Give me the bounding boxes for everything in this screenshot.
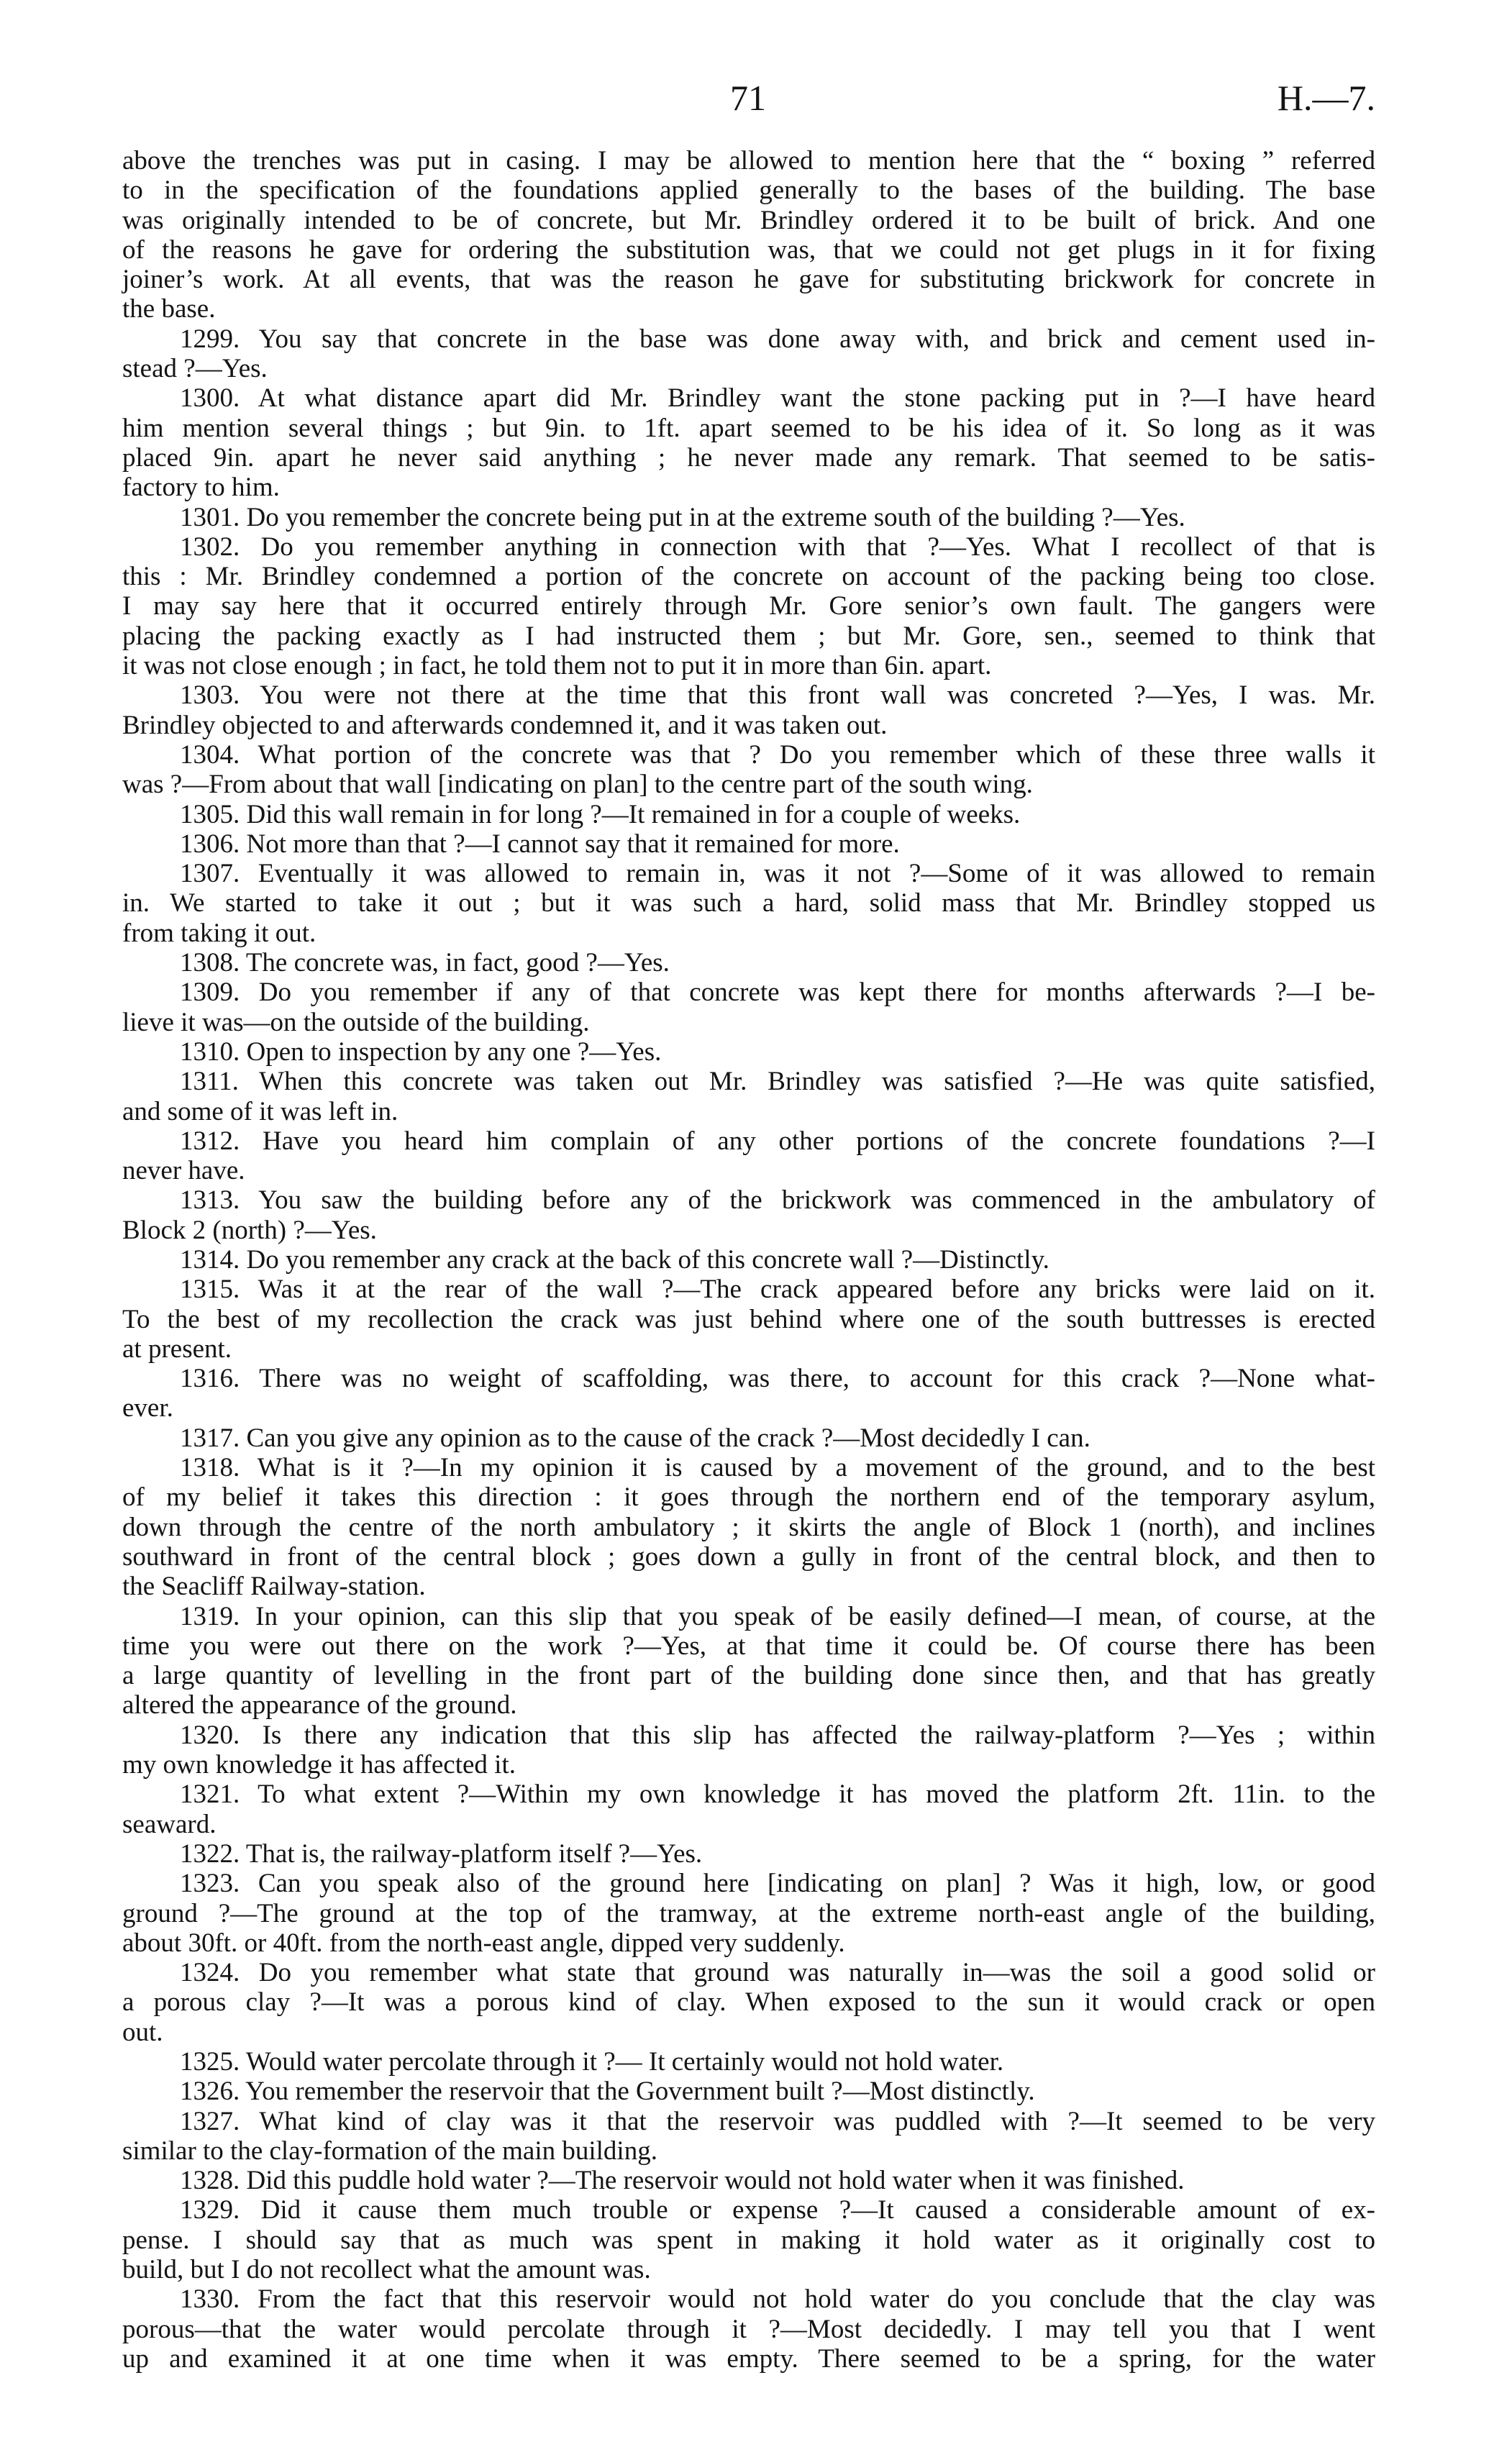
paragraph bbox=[122, 532, 1375, 680]
text-line: 1315. Was it at the rear of the wall ?—The crack appeared before any bricks were laid on it. bbox=[180, 1275, 1375, 1305]
paragraph bbox=[122, 1780, 1375, 1839]
paragraph bbox=[122, 2284, 1375, 2374]
text-line: 1323. Can you speak also of the ground here [indicating on plan] ? Was it high, low, or good bbox=[180, 1869, 1375, 1899]
text-line: 1330. From the fact that this reservoir would not hold water do you conclude that the clay was bbox=[180, 2284, 1375, 2315]
text-line: 1317. Can you give any opinion as to the cause of the crack ?—Most decidedly I can. bbox=[180, 1423, 1090, 1453]
text-line: 1310. Open to inspection by any one ?—Yes. bbox=[180, 1036, 662, 1067]
paragraph bbox=[122, 829, 1375, 859]
text-line: a large quantity of levelling in the front part of the building done since then, and that has greatly bbox=[122, 1661, 1375, 1691]
text-line: a porous clay ?—It was a porous kind of clay. When exposed to the sun it would crack or open bbox=[122, 1987, 1375, 2018]
text-line: altered the appearance of the ground. bbox=[122, 1690, 517, 1721]
text-line: 1319. In your opinion, can this slip that you speak of be easily defined—I mean, of course, at the bbox=[180, 1601, 1375, 1631]
paragraph bbox=[122, 1275, 1375, 1364]
text-line: 1325. Would water percolate through it ?— It certainly would not hold water. bbox=[180, 2047, 1004, 2077]
paragraph bbox=[122, 2047, 1375, 2077]
paragraph bbox=[122, 2077, 1375, 2106]
text-line: pense. I should say that as much was spent in making it hold water as it originally cost to bbox=[122, 2225, 1375, 2255]
paragraph bbox=[122, 1869, 1375, 1958]
paragraph bbox=[122, 1037, 1375, 1067]
document-body bbox=[122, 146, 1375, 2374]
text-line: 1309. Do you remember if any of that concrete was kept there for months afterwards ?—I be- bbox=[180, 978, 1375, 1008]
text-line: To the best of my recollection the crack was just behind where one of the south buttresses is erected bbox=[122, 1304, 1375, 1334]
text-line: of the reasons he gave for ordering the substitution was, that we could not get plugs in it for fixing bbox=[122, 234, 1375, 265]
text-line: ever. bbox=[122, 1393, 173, 1423]
text-line: this : Mr. Brindley condemned a portion of the concrete on account of the packing being too close. bbox=[122, 562, 1375, 592]
paragraph bbox=[122, 680, 1375, 740]
text-line: him mention several things ; but 9in. to 1ft. apart seemed to be his idea of it. So long as it was bbox=[122, 413, 1375, 443]
paragraph bbox=[122, 1602, 1375, 1721]
text-line: out. bbox=[122, 2017, 163, 2047]
paragraph bbox=[122, 1453, 1375, 1601]
text-line: porous—that the water would percolate through it ?—Most decidedly. I may tell you that I went bbox=[122, 2314, 1375, 2344]
text-line: 1306. Not more than that ?—I cannot say that it remained for more. bbox=[180, 829, 900, 859]
text-line: to in the specification of the foundations applied generally to the bases of the building. The base bbox=[122, 176, 1375, 206]
text-line: placed 9in. apart he never said anything ; he never made any remark. That seemed to be satis- bbox=[122, 442, 1375, 473]
text-line: of my belief it takes this direction : it goes through the northern end of the temporary asylum, bbox=[122, 1482, 1375, 1513]
text-line: 1313. You saw the building before any of the brickwork was commenced in the ambulatory of bbox=[180, 1185, 1375, 1216]
paragraph bbox=[122, 1067, 1375, 1126]
text-line: it was not close enough ; in fact, he told them not to put it in more than 6in. apart. bbox=[122, 651, 992, 681]
text-line: 1326. You remember the reservoir that the Government built ?—Most distinctly. bbox=[180, 2077, 1035, 2107]
paragraph bbox=[122, 324, 1375, 384]
paragraph bbox=[122, 948, 1375, 978]
paragraph bbox=[122, 1721, 1375, 1780]
text-line: 1304. What portion of the concrete was that ? Do you remember which of these three walls it bbox=[180, 739, 1375, 770]
text-line: was originally intended to be of concrete, but Mr. Brindley ordered it to be built of brick. And one bbox=[122, 205, 1375, 235]
text-line: about 30ft. or 40ft. from the north-east angle, dipped very suddenly. bbox=[122, 1928, 845, 1958]
text-line: 1312. Have you heard him complain of any other portions of the concrete foundations ?—I bbox=[180, 1126, 1375, 1156]
text-line: 1322. That is, the railway-platform itself ?—Yes. bbox=[180, 1838, 703, 1869]
text-line: 1307. Eventually it was allowed to remain in, was it not ?—Some of it was allowed to remain bbox=[180, 859, 1375, 889]
text-line: stead ?—Yes. bbox=[122, 354, 268, 384]
text-line: 1300. At what distance apart did Mr. Brindley want the stone packing put in ?—I have heard bbox=[180, 383, 1375, 414]
text-line: similar to the clay-formation of the main building. bbox=[122, 2136, 657, 2166]
text-line: 1329. Did it cause them much trouble or expense ?—It caused a considerable amount of ex- bbox=[180, 2195, 1375, 2225]
text-line: lieve it was—on the outside of the building. bbox=[122, 1007, 590, 1037]
text-line: southward in front of the central block ; goes down a gully in front of the central block, and then to bbox=[122, 1541, 1375, 1572]
text-line: 1303. You were not there at the time that this front wall was concreted ?—Yes, I was. Mr. bbox=[180, 680, 1375, 711]
text-line: build, but I do not recollect what the amount was. bbox=[122, 2255, 651, 2285]
paragraph bbox=[122, 2107, 1375, 2166]
text-line: was ?—From about that wall [indicating on plan] to the centre part of the south wing. bbox=[122, 770, 1033, 800]
text-line: time you were out there on the work ?—Yes, at that time it could be. Of course there has been bbox=[122, 1631, 1375, 1661]
paragraph bbox=[122, 859, 1375, 948]
paragraph bbox=[122, 1185, 1375, 1245]
document-code: H.—7. bbox=[1277, 78, 1375, 118]
text-line: 1328. Did this puddle hold water ?—The reservoir would not hold water when it was finished. bbox=[180, 2166, 1185, 2196]
paragraph bbox=[122, 503, 1375, 532]
text-line: above the trenches was put in casing. I may be allowed to mention here that the “ boxing ” referred bbox=[122, 146, 1375, 176]
paragraph bbox=[122, 740, 1375, 800]
text-line: and some of it was left in. bbox=[122, 1096, 399, 1126]
text-line: 1301. Do you remember the concrete being put in at the extreme south of the building ?—Yes. bbox=[180, 502, 1185, 532]
paragraph bbox=[122, 2166, 1375, 2195]
text-line: up and examined it at one time when it was empty. There seemed to be a spring, for the water bbox=[122, 2343, 1375, 2374]
text-line: 1308. The concrete was, in fact, good ?—Yes. bbox=[180, 948, 670, 978]
text-line: Brindley objected to and afterwards condemned it, and it was taken out. bbox=[122, 710, 888, 740]
text-line: seaward. bbox=[122, 1809, 217, 1839]
paragraph bbox=[122, 146, 1375, 324]
text-line: 1321. To what extent ?—Within my own knowledge it has moved the platform 2ft. 11in. to the bbox=[180, 1780, 1375, 1810]
paragraph bbox=[122, 1126, 1375, 1186]
text-line: 1305. Did this wall remain in for long ?—It remained in for a couple of weeks. bbox=[180, 799, 1021, 829]
text-line: 1327. What kind of clay was it that the reservoir was puddled with ?—It seemed to be very bbox=[180, 2106, 1375, 2136]
text-line: down through the centre of the north ambulatory ; it skirts the angle of Block 1 (north), and inclines bbox=[122, 1512, 1375, 1542]
paragraph bbox=[122, 2195, 1375, 2284]
text-line: 1316. There was no weight of scaffolding, was there, to account for this crack ?—None what- bbox=[180, 1364, 1375, 1394]
text-line: ground ?—The ground at the top of the tramway, at the extreme north-east angle of the building, bbox=[122, 1898, 1375, 1928]
text-line: 1324. Do you remember what state that ground was naturally in—was the soil a good solid or bbox=[180, 1958, 1375, 1988]
paragraph bbox=[122, 1958, 1375, 2047]
paragraph bbox=[122, 1364, 1375, 1423]
text-line: 1320. Is there any indication that this slip has affected the railway-platform ?—Yes ; within bbox=[180, 1720, 1375, 1750]
paragraph bbox=[122, 800, 1375, 829]
text-line: 1311. When this concrete was taken out Mr. Brindley was satisfied ?—He was quite satisfied, bbox=[180, 1067, 1375, 1097]
page-number: 71 bbox=[730, 78, 766, 118]
paragraph bbox=[122, 1245, 1375, 1275]
text-line: 1299. You say that concrete in the base was done away with, and brick and cement used in- bbox=[180, 324, 1375, 354]
text-line: in. We started to take it out ; but it was such a hard, solid mass that Mr. Brindley stopped us bbox=[122, 888, 1375, 919]
text-line: the Seacliff Railway-station. bbox=[122, 1572, 426, 1602]
paragraph bbox=[122, 1423, 1375, 1453]
paragraph bbox=[122, 1839, 1375, 1869]
text-line: my own knowledge it has affected it. bbox=[122, 1750, 516, 1780]
text-line: at present. bbox=[122, 1334, 232, 1364]
text-line: Block 2 (north) ?—Yes. bbox=[122, 1215, 377, 1245]
text-line: 1302. Do you remember anything in connection with that ?—Yes. What I recollect of that is bbox=[180, 532, 1375, 562]
text-line: 1318. What is it ?—In my opinion it is caused by a movement of the ground, and to the best bbox=[180, 1453, 1375, 1483]
text-line: never have. bbox=[122, 1156, 245, 1186]
text-line: factory to him. bbox=[122, 473, 280, 503]
text-line: 1314. Do you remember any crack at the back of this concrete wall ?—Distinctly. bbox=[180, 1244, 1049, 1275]
text-line: joiner’s work. At all events, that was the reason he gave for substituting brickwork for concrete in bbox=[122, 265, 1375, 295]
text-line: from taking it out. bbox=[122, 918, 316, 948]
paragraph bbox=[122, 978, 1375, 1037]
text-line: placing the packing exactly as I had instructed them ; but Mr. Gore, sen., seemed to think that bbox=[122, 621, 1375, 651]
text-line: I may say here that it occurred entirely through Mr. Gore senior’s own fault. The gangers were bbox=[122, 591, 1375, 621]
text-line: the base. bbox=[122, 294, 216, 324]
paragraph bbox=[122, 383, 1375, 502]
